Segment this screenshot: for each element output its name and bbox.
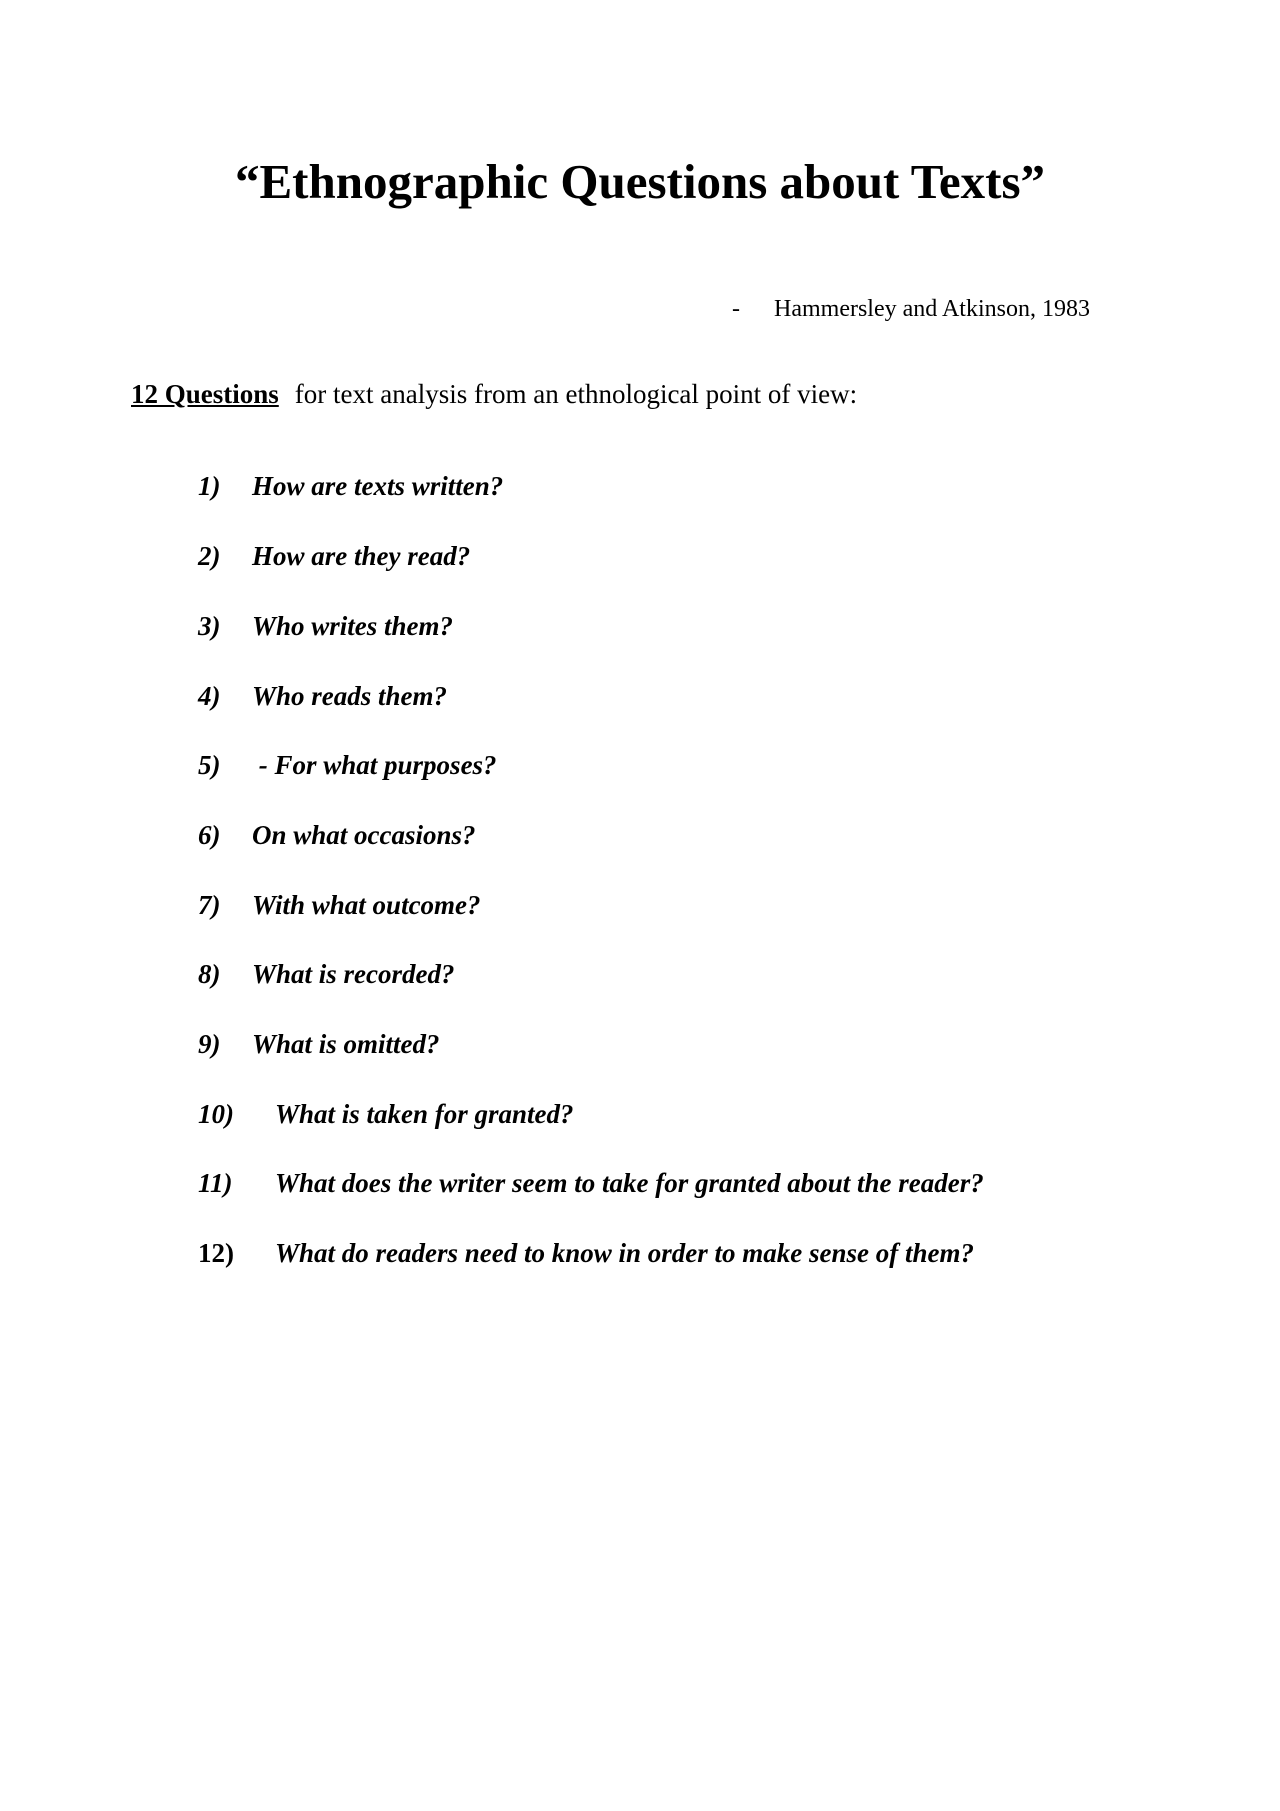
question-number: 11) bbox=[198, 1168, 233, 1198]
question-number: 8) bbox=[198, 959, 221, 989]
question-number: 12) bbox=[198, 1238, 234, 1268]
question-number: 6) bbox=[198, 820, 221, 850]
question-item-8 bbox=[198, 957, 455, 991]
question-text: How are texts written? bbox=[252, 471, 504, 501]
question-item-9 bbox=[198, 1027, 440, 1061]
question-text: On what occasions? bbox=[252, 820, 476, 850]
attribution-text: Hammersley and Atkinson, 1983 bbox=[774, 296, 1090, 322]
intro-text: for text analysis from an ethnological point of view: bbox=[294, 379, 858, 409]
question-text: What do readers need to know in order to make sense of them? bbox=[275, 1238, 975, 1268]
question-text: Who writes them? bbox=[252, 611, 454, 641]
question-text: What is omitted? bbox=[252, 1029, 440, 1059]
question-item-7 bbox=[198, 888, 481, 922]
question-number: 2) bbox=[198, 541, 221, 571]
intro-line bbox=[131, 377, 857, 411]
question-text: - For what purposes? bbox=[252, 750, 497, 780]
question-text: What does the writer seem to take for granted about the reader? bbox=[275, 1168, 984, 1198]
question-item-2 bbox=[198, 539, 470, 573]
question-number: 10) bbox=[198, 1099, 234, 1129]
question-item-3 bbox=[198, 609, 453, 643]
question-item-6 bbox=[198, 818, 476, 852]
question-item-12 bbox=[198, 1236, 974, 1270]
question-text: With what outcome? bbox=[252, 890, 481, 920]
attribution-dash: - bbox=[732, 296, 740, 322]
question-item-5 bbox=[198, 748, 497, 782]
question-text: Who reads them? bbox=[252, 681, 448, 711]
question-number: 9) bbox=[198, 1029, 221, 1059]
question-item-1 bbox=[198, 469, 503, 503]
question-text: What is recorded? bbox=[252, 959, 455, 989]
question-number: 5) bbox=[198, 750, 221, 780]
question-item-10 bbox=[198, 1097, 574, 1131]
question-item-11 bbox=[198, 1166, 984, 1200]
question-number: 4) bbox=[198, 681, 221, 711]
question-text: What is taken for granted? bbox=[275, 1099, 574, 1129]
question-number: 7) bbox=[198, 890, 221, 920]
page-title: “Ethnographic Questions about Texts” bbox=[234, 154, 1046, 209]
question-number: 1) bbox=[198, 471, 221, 501]
question-item-4 bbox=[198, 679, 447, 713]
intro-lead: 12 Questions bbox=[131, 379, 279, 409]
question-text: How are they read? bbox=[252, 541, 471, 571]
question-number: 3) bbox=[198, 611, 221, 641]
attribution bbox=[732, 294, 1090, 324]
